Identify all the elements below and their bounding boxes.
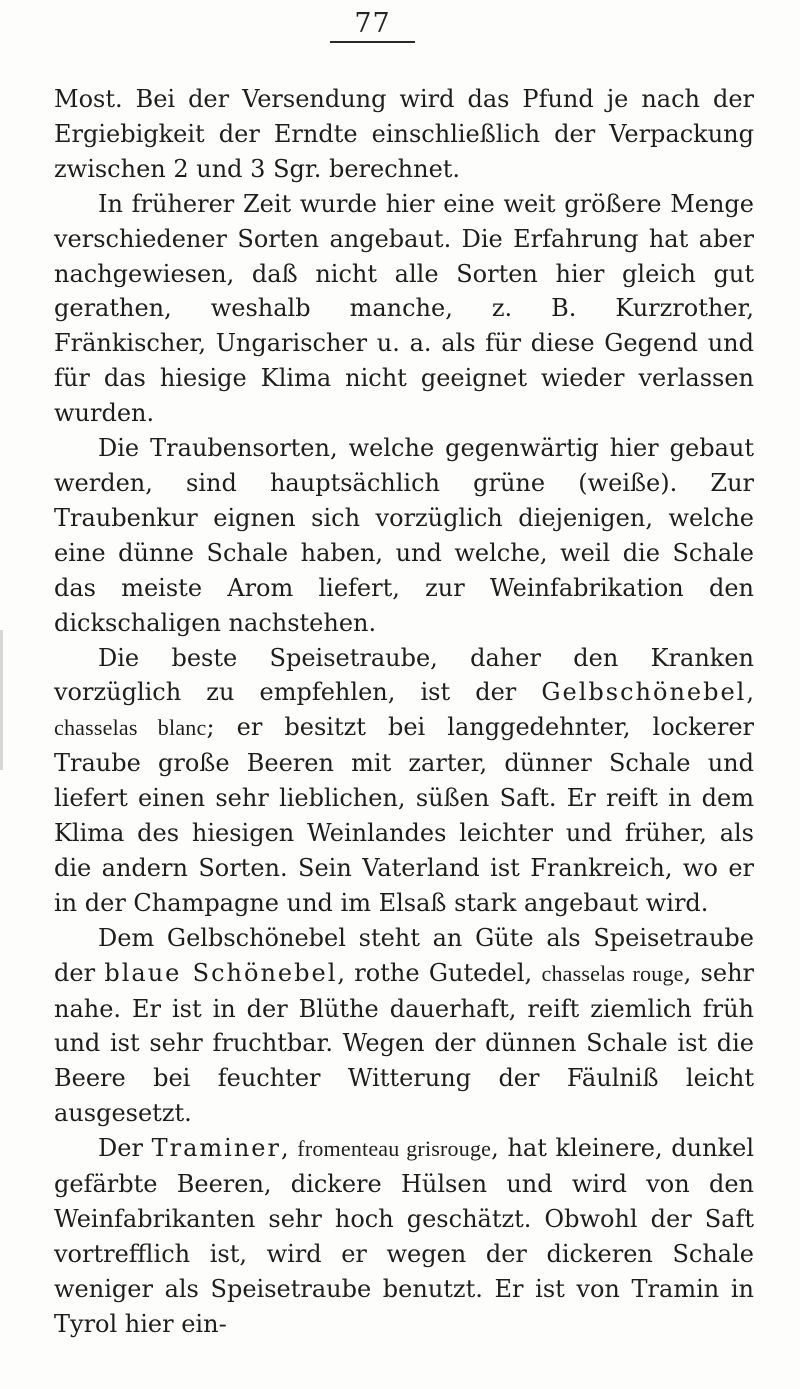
paragraph-3: Die Traubensorten, welche gegenwärtig hier gebaut werden, sind hauptsächlich grüne (weiße). Zur Traubenkur eignen sich vorzüglich diejenigen, welche eine dünne Schale haben, und welche, weil die Schale das meiste Arom liefert, zur Weinfabrikation den dickschaligen nachstehen. <box>54 434 754 637</box>
page-edge-shadow <box>0 630 3 770</box>
body-text <box>54 82 754 1342</box>
paragraph-1: Most. Bei der Versendung wird das Pfund je nach der Ergiebigkeit der Erndte einschließlich der Verpackung zwischen 2 und 3 Sgr. berechnet. <box>54 85 754 183</box>
paragraph-5-text-c: , sehr nahe. Er ist in der Blüthe dauerhaft, reift ziemlich früh und ist sehr fruchtbar. Wegen der dünnen Schale ist die Beere bei feuchter Witterung der Fäulniß leicht ausgesetzt. <box>54 958 755 1128</box>
variety-name-gelbschoenebel: Gelbschönebel <box>541 678 747 707</box>
page-number-rule <box>330 41 415 43</box>
paragraph-4-text-b: , <box>746 678 754 707</box>
paragraph-6-text-a: Der <box>98 1134 152 1163</box>
french-name-chasselas-blanc: chasselas blanc <box>54 715 207 741</box>
variety-name-blaue-schoenebel: blaue Schönebel <box>104 958 338 987</box>
paragraph-6 <box>54 1131 754 1341</box>
french-name-chasselas-rouge: chasselas rouge <box>541 960 684 986</box>
paragraph-4 <box>54 641 754 921</box>
paragraph-5 <box>54 921 754 1131</box>
paragraph-4-text-a: Die beste Speisetraube, daher den Kranken vorzüglich zu empfehlen, ist der <box>54 643 754 707</box>
paragraph-4-text-c: ; er besitzt bei langgedehnter, lockerer Traube große Beeren mit zarter, dünner Schale und liefert einen sehr lieblichen, süßen Saft. Er reift in dem Klima des hiesigen Weinlandes leichter und früher, als die andern Sorten. Sein Vaterland ist Frankreich, wo er in der Champagne und im Elsaß stark angebaut wird. <box>54 713 754 917</box>
variety-name-traminer: Traminer <box>151 1134 281 1163</box>
page-number: 77 <box>354 8 391 39</box>
paragraph-6-text-c: , hat kleinere, dunkel gefärbte Beeren, dickere Hülsen und wird von den Weinfabrikanten sehr hoch geschätzt. Obwohl der Saft vortrefflich ist, wird er wegen der dickeren Schale weniger als Speisetraube benutzt. Er ist von Tramin in Tyrol hier ein- <box>54 1134 754 1338</box>
paragraph-2: In früherer Zeit wurde hier eine weit größere Menge verschiedener Sorten angebaut. Die Erfahrung hat aber nachgewiesen, daß nicht alle Sorten hier gleich gut gerathen, weshalb manche, z. B. Kurzrother, Fränkischer, Ungarischer u. a. als für diese Gegend und für das hiesige Klima nicht geeignet wieder verlassen wurden. <box>54 189 754 428</box>
paragraph-5-text-b: , rothe Gutedel, <box>337 958 542 987</box>
paragraph-5-text-a: Dem Gelbschönebel steht an Güte als Speisetraube der <box>54 923 754 987</box>
french-name-fromenteau-grisrouge: fromenteau grisrouge <box>297 1136 492 1162</box>
paragraph-6-text-b: , <box>280 1134 298 1163</box>
